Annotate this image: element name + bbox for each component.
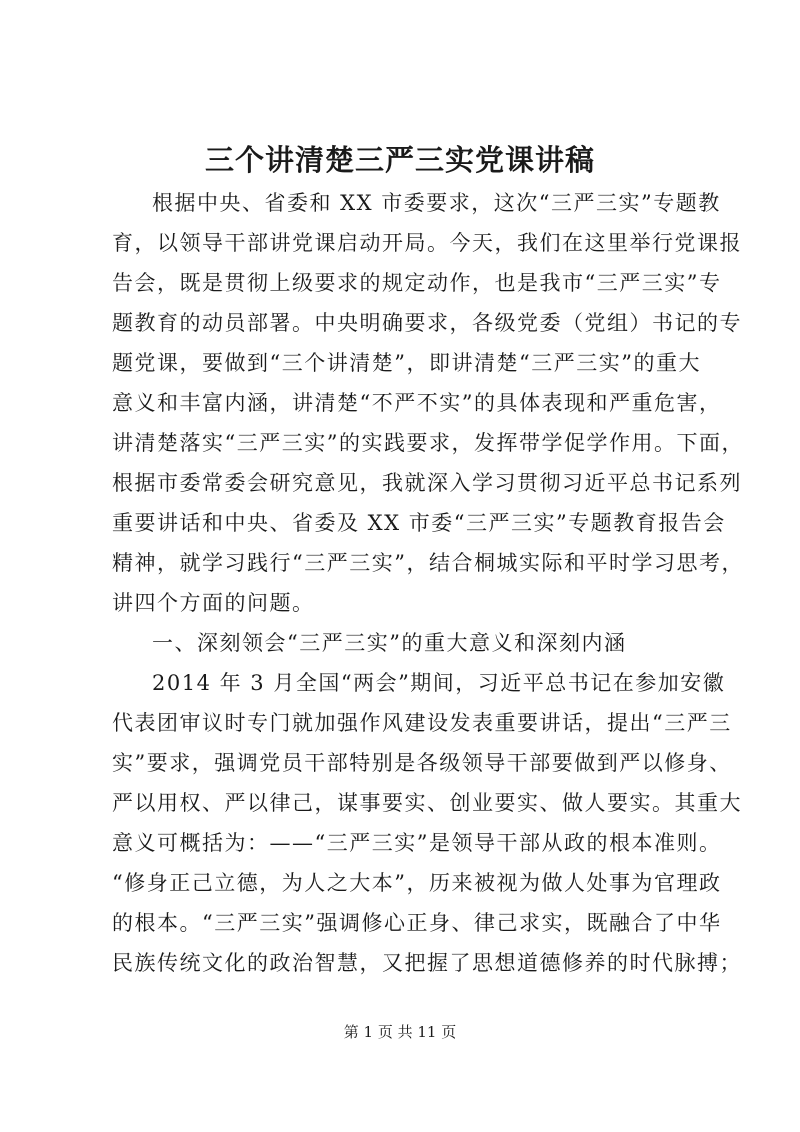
paragraph-line: 的根本。“三严三实”强调修心正身、律己求实，既融合了中华 bbox=[112, 911, 722, 935]
paragraph-line: 意义和丰富内涵，讲清楚“不严不实”的具体表现和严重危害， bbox=[112, 391, 722, 415]
document-title: 三个讲清楚三严三实党课讲稿 bbox=[204, 143, 595, 177]
paragraph-line: 育，以领导干部讲党课启动开局。今天，我们在这里举行党课报 bbox=[112, 231, 742, 255]
paragraph-line: 讲四个方面的问题。 bbox=[112, 591, 315, 615]
paragraph-line: 民族传统文化的政治智慧，又把握了思想道德修养的时代脉搏； bbox=[112, 951, 742, 975]
paragraph-line: 题教育的动员部署。中央明确要求，各级党委（党组）书记的专 bbox=[112, 311, 742, 335]
paragraph-line: 题党课，要做到“三个讲清楚”，即讲清楚“三严三实”的重大 bbox=[112, 351, 701, 375]
paragraph-line: 意义可概括为：——“三严三实”是领导干部从政的根本准则。 bbox=[112, 831, 722, 855]
paragraph-line: “修身正己立德，为人之大本”，历来被视为做人处事为官理政 bbox=[112, 871, 722, 895]
paragraph-line: 2014 年 3 月全国“两会”期间，习近平总书记在参加安徽 bbox=[152, 671, 726, 695]
paragraph-line: 代表团审议时专门就加强作风建设发表重要讲话，提出“三严三 bbox=[112, 711, 732, 735]
paragraph-line: 根据中央、省委和 XX 市委要求，这次“三严三实”专题教 bbox=[152, 191, 721, 215]
paragraph-line: 根据市委常委会研究意见，我就深入学习贯彻习近平总书记系列 bbox=[112, 471, 742, 495]
page-number-footer: 第 1 页 共 11 页 bbox=[343, 1023, 457, 1041]
paragraph-line: 精神，就学习践行“三严三实”，结合桐城实际和平时学习思考， bbox=[112, 551, 744, 575]
paragraph-line: 严以用权、严以律己，谋事要实、创业要实、做人要实。其重大 bbox=[112, 791, 742, 815]
paragraph-line: 重要讲话和中央、省委及 XX 市委“三严三实”专题教育报告会 bbox=[112, 511, 726, 535]
paragraph-line: 告会，既是贯彻上级要求的规定动作，也是我市“三严三实”专 bbox=[112, 271, 722, 295]
section-heading: 一、深刻领会“三严三实”的重大意义和深刻内涵 bbox=[152, 631, 627, 655]
paragraph-line: 讲清楚落实“三严三实”的实践要求，发挥带学促学作用。下面， bbox=[112, 431, 744, 455]
paragraph-line: 实”要求，强调党员干部特别是各级领导干部要做到严以修身、 bbox=[112, 751, 732, 775]
